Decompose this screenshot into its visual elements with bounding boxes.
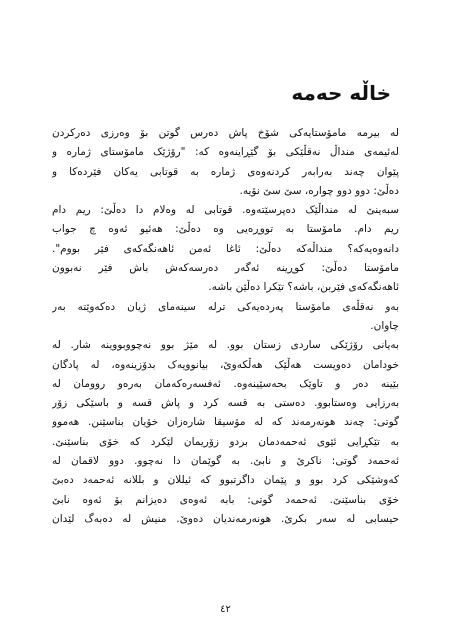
text-line: لە بیرمە مامۆستایەکی شۆخ پاش دەرس گوتن بۆ وەرزی دەرکردن xyxy=(52,127,399,139)
text-line: بەو نەقڵەی مامۆستا پەردەیەکی ترلە سینەمای ژیان دەکەوێتە بەر xyxy=(52,300,399,313)
text-line: بەرزایی وەستابوو. دەستی بە قسە کرد و پاش قسە و باسێکی زۆر xyxy=(52,397,399,410)
text-line: ئاهەنگەکەی فێربن، باشە؟ تێکرا دەڵێن باشە. xyxy=(208,281,399,294)
page-title: خاڵە حەمە xyxy=(291,81,391,105)
text-line: بێینە دەر و تاوێک بحەسێینەوە. ئەفسەرەکەمان بەرەو روومان لە xyxy=(52,377,399,390)
page-number: ٤٢ xyxy=(220,604,231,615)
text-line: بەیانی رۆژێکی ساردی زستان بوو. لە مێژ بوو نەچووبووینە شار. لە xyxy=(52,339,399,352)
text-line: حیسابی لە سەر بکرێ. هونەرمەندیان دەوێ. منیش لە دەبەگ لێدان xyxy=(52,512,399,525)
body-text xyxy=(52,124,399,529)
text-line: خۆی بناسێنێ. ئەحمەد گوتی: بابە ئەوەی دەیزانم بۆ ئەوە نابێ xyxy=(52,493,399,506)
text-line: ریم دام. مامۆستا بە تووڕەیی وە دەڵێ: هەئیو ئەوە چ جواب xyxy=(52,223,399,236)
text-line: چاوان. xyxy=(370,319,399,332)
text-line: ئەحمەد گوتی: ناکرێ و نابێ. بە گوێمان دا نەچوو. دوو لاقمان لە xyxy=(52,455,399,468)
text-line: خودامان دەویست هەڵێک هەڵکەوێ، بیانوویەک بدۆزینەوە، لە پادگان xyxy=(52,358,399,371)
text-line: گوتی: چەند هونەرمەند کە لە مۆسیقا شارەزان خۆیان بناسێنن. هەموو xyxy=(52,416,399,429)
text-line: کەوشێکی کرد بوو و پێمان داگرتبوو کە ئیللان و بللانە ئەحمەد دەبێ xyxy=(52,474,399,487)
text-line: لەئیمەی منداڵ نەقڵێکی بۆ گێڕاینەوە کە: "رۆژێک مامۆستای ژمارە و xyxy=(52,146,399,159)
text-line: پێوان چەند بەرابەر کردنەوەی ژمارە بە قوتابی یەکان فێردەکا و xyxy=(52,165,399,178)
text-line: دەڵێ: دوو دوو چوارە، سێ سێ نۆیە. xyxy=(239,184,399,197)
text-line: دانەوەیەکە؟ منداڵەکە دەڵێ: ئاغا ئەمن ئاهەنگەکەی فێر بووم". xyxy=(52,242,399,255)
text-line: مامۆستا دەڵێ: کوڕینە ئەگەر دەرسەکەش باش فێر نەبوون xyxy=(52,262,399,275)
text-line: بە تێکڕایی ئێوی ئەحمەدمان بردو زۆریمان لێکرد کە خۆی بناسێنێ. xyxy=(52,435,399,448)
text-line: سبەینێ لە منداڵێک دەپرسێتەوە. قوتابی لە وەلام دا دەڵێ: ریم دام xyxy=(52,204,399,217)
